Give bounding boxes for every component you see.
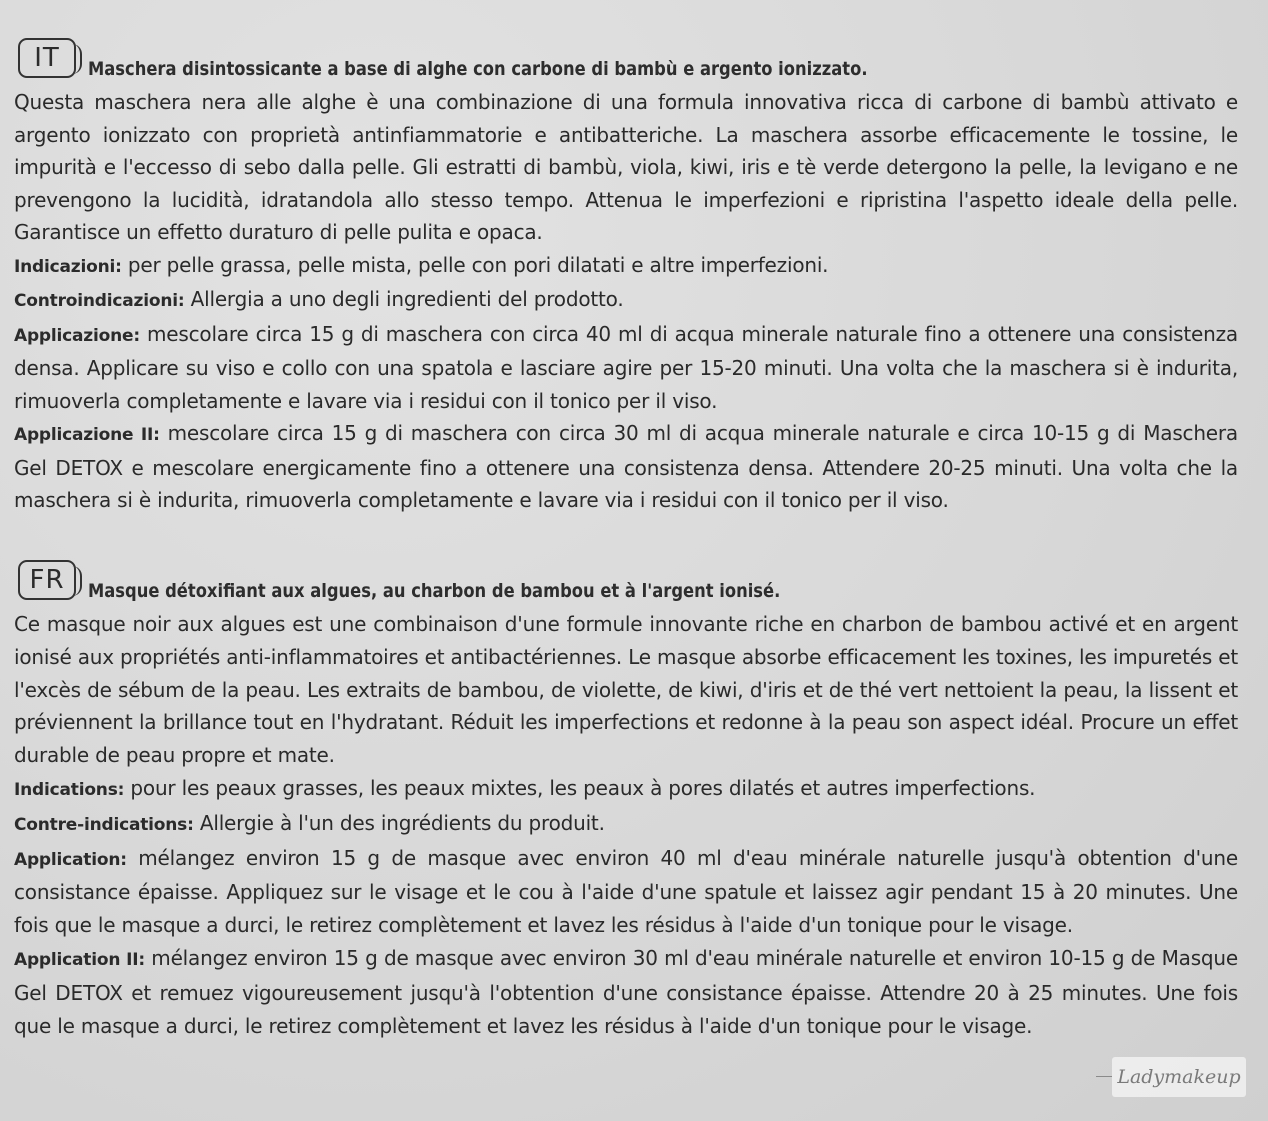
- contraindications-text: Allergie à l'un des ingrédients du produit.: [199, 810, 605, 835]
- italian-contraindications: [14, 283, 1238, 318]
- french-application-1: [14, 842, 1238, 942]
- french-contraindications: [14, 807, 1238, 842]
- indications-label: Indicazioni:: [14, 256, 122, 277]
- italian-application-2: [14, 417, 1238, 517]
- language-badge-it: IT: [18, 38, 76, 78]
- watermark-rule: [1096, 1076, 1112, 1077]
- contraindications-label: Controindicazioni:: [14, 291, 185, 311]
- application-ii-text: mescolare circa 15 g di maschera con circa 30 ml di acqua minerale naturale e circa 10-15 g di Maschera Gel DETOX e mescolare energicamente fino a ottenere una consistenza densa. Attendere 20-25 minuti. Una volta che la maschera si è indurita, rimuoverla completamente e lavare via i residui con il tonico per il viso.: [14, 421, 1238, 512]
- french-indications: [14, 772, 1238, 807]
- italian-indications: [14, 249, 1238, 284]
- contraindications-label: Contre-indications:: [14, 814, 194, 835]
- application-ii-text: mélangez environ 15 g de masque avec environ 30 ml d'eau minérale naturelle et environ 10-15 g de Masque Gel DETOX et remuez vigoureusement jusqu'à l'obtention d'une consistance épaisse. Attendre 20 à 25 minutes. Une fois que le masque a durci, le retirez complètement et lavez les résidus à l'aide d'un tonique pour le visage.: [14, 945, 1238, 1038]
- italian-section: [14, 38, 1238, 517]
- language-badge-fr: FR: [18, 560, 76, 600]
- italian-application-1: [14, 318, 1238, 418]
- application-text: mélangez environ 15 g de masque avec environ 40 ml d'eau minérale naturelle jusqu'à obtention d'une consistance épaisse. Appliquez sur le visage et le cou à l'aide d'une spatule et laissez agir pendant 15 à 20 minutes. Une fois que le masque a durci, le retirez complètement et lavez les résidus à l'aide d'un tonique pour le visage.: [14, 845, 1238, 938]
- watermark-logo: Ladymakeup: [1112, 1057, 1246, 1097]
- italian-body: [14, 86, 1238, 517]
- application-label: Applicazione:: [14, 325, 140, 346]
- french-body: [14, 608, 1238, 1042]
- application-label: Application:: [14, 849, 127, 870]
- italian-intro: Questa maschera nera alle alghe è una combinazione di una formula innovativa ricca di carbone di bambù attivato e argento ionizzato con proprietà antinfiammatorie e antibatteriche. La maschera assorbe efficacemente le tossine, le impurità e l'eccesso di sebo dalla pelle. Gli estratti di bambù, viola, kiwi, iris e tè verde detergono la pelle, la levigano e ne prevengono la lucidità, idratandola allo stesso tempo. Attenua le imperfezioni e ripristina l'aspetto ideale della pelle. Garantisce un effetto duraturo di pelle pulita e opaca.: [14, 90, 1238, 244]
- french-title: Masque détoxifiant aux algues, au charbon de bambou et à l'argent ionisé.: [88, 580, 781, 602]
- italian-header: [14, 38, 1238, 84]
- indications-text: pour les peaux grasses, les peaux mixtes, les peaux à pores dilatés et autres imperfections.: [130, 775, 1036, 800]
- contraindications-text: Allergia a uno degli ingredienti del prodotto.: [190, 287, 624, 311]
- application-ii-label: Applicazione II:: [14, 425, 160, 445]
- application-ii-label: Application II:: [14, 949, 145, 970]
- french-application-2: [14, 942, 1238, 1042]
- italian-title: Maschera disintossicante a base di alghe con carbone di bambù e argento ionizzato.: [88, 58, 868, 80]
- indications-label: Indications:: [14, 779, 125, 800]
- french-intro: Ce masque noir aux algues est une combinaison d'une formule innovante riche en charbon de bambou activé et en argent ionisé aux propriétés anti-inflammatoires et antibactériennes. Le masque absorbe efficacement les toxines, les impuretés et l'excès de sébum de la peau. Les extraits de bambou, de violette, de kiwi, d'iris et de thé vert nettoient la peau, la lissent et préviennent la brillance tout en l'hydratant. Réduit les imperfections et redonne à la peau son aspect idéal. Procure un effet durable de peau propre et mate.: [14, 612, 1239, 768]
- french-section: [14, 560, 1238, 1042]
- application-text: mescolare circa 15 g di maschera con circa 40 ml di acqua minerale naturale fino a ottenere una consistenza densa. Applicare su viso e collo con una spatola e lasciare agire per 15-20 minuti. Una volta che la maschera si è indurita, rimuoverla completamente e lavare via i residui con il tonico per il viso.: [14, 321, 1238, 413]
- french-header: [14, 560, 1238, 606]
- indications-text: per pelle grassa, pelle mista, pelle con pori dilatati e altre imperfezioni.: [127, 252, 829, 277]
